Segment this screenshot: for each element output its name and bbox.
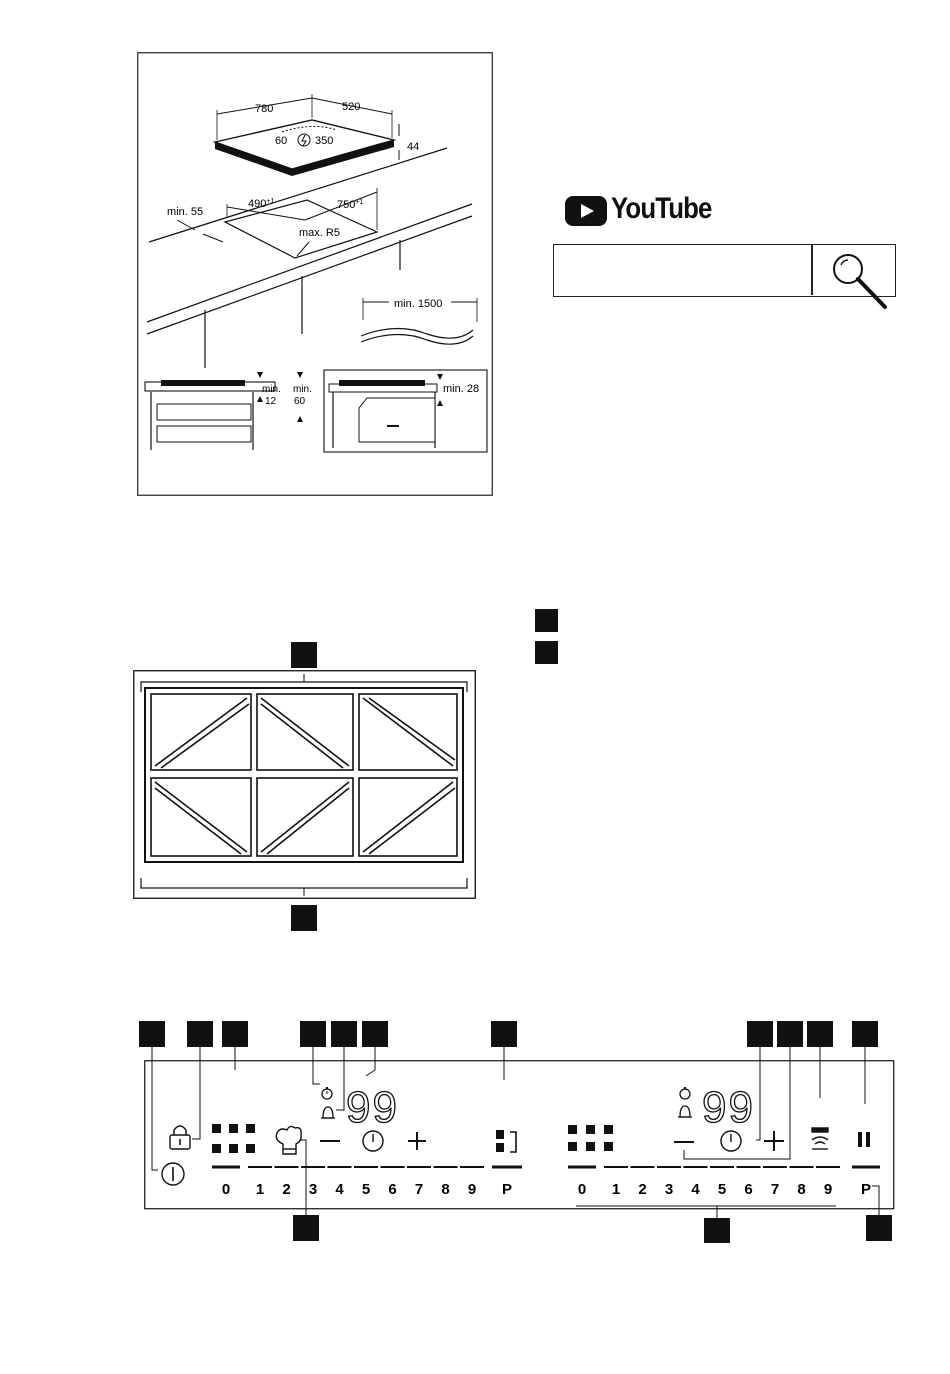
timer-icon-right xyxy=(680,1087,690,1099)
dim-cutout-width: $750^{+1}$ xyxy=(337,199,364,211)
plus-icon-right[interactable] xyxy=(764,1131,784,1151)
clock-icon-right[interactable] xyxy=(721,1131,741,1151)
hob2hood-icon[interactable] xyxy=(812,1128,828,1149)
dim-cable: min. 1500 xyxy=(394,298,443,310)
display-right: 99 xyxy=(702,1083,755,1132)
scale-right-label-7: 7 xyxy=(770,1181,780,1198)
bridge-icon[interactable] xyxy=(496,1130,516,1152)
control-panel-svg xyxy=(136,1018,896,1243)
dim-cutout-depth: $490^{+1}$ xyxy=(248,198,275,210)
search-bar[interactable] xyxy=(553,244,896,297)
clock-icon-left[interactable] xyxy=(363,1131,383,1151)
installation-svg xyxy=(137,52,493,496)
callout-hob-bottom xyxy=(291,905,317,931)
callout-hob-top xyxy=(291,642,317,668)
scale-right xyxy=(578,1181,871,1198)
dim-offset-x: 60 xyxy=(275,135,288,147)
dim-depth: 520 xyxy=(342,101,361,113)
scale-left xyxy=(222,1181,512,1198)
scale-right-label-2: 2 xyxy=(638,1181,647,1198)
chef-hat-icon[interactable] xyxy=(276,1126,301,1154)
scale-left-label-1: 1 xyxy=(255,1181,265,1198)
display-left: 99 xyxy=(346,1083,399,1132)
zone-selector-icon-left[interactable] xyxy=(212,1124,255,1153)
scale-right-label-9: 9 xyxy=(823,1181,833,1198)
scale-right-label-4: 4 xyxy=(691,1181,700,1198)
power-icon[interactable] xyxy=(162,1163,184,1185)
bell-icon-left xyxy=(321,1107,335,1118)
youtube-logo[interactable] xyxy=(565,192,715,227)
dim-width: 780 xyxy=(255,103,274,115)
zone-selector-icon-right[interactable] xyxy=(568,1125,613,1151)
scale-left-label-4: 4 xyxy=(335,1181,344,1198)
scale-left-label-9: 9 xyxy=(467,1181,477,1198)
dim-radius: max. R5 xyxy=(299,227,340,239)
scale-left-label-3: 3 xyxy=(308,1181,318,1198)
plus-icon-left[interactable] xyxy=(408,1132,426,1150)
scale-right-label-8: 8 xyxy=(797,1181,806,1198)
scale-right-label-5: 5 xyxy=(717,1181,727,1198)
dim-thickness: 44 xyxy=(407,141,420,153)
control-panel xyxy=(136,1018,896,1243)
installation-drawing xyxy=(137,52,493,496)
youtube-wordmark: YouTube xyxy=(611,192,712,225)
hob-top-view xyxy=(133,670,476,900)
scale-left-label-6: 6 xyxy=(388,1181,397,1198)
scale-left-label-8: 8 xyxy=(441,1181,450,1198)
scale-right-label-p: P xyxy=(860,1181,872,1198)
scale-right-label-6: 6 xyxy=(744,1181,753,1198)
legend-marker-2 xyxy=(535,641,558,664)
dim-min-12-label: min. xyxy=(262,384,281,395)
search-icon xyxy=(813,245,895,313)
youtube-play-icon xyxy=(565,196,607,226)
scale-left-label-2: 2 xyxy=(282,1181,291,1198)
scale-left-label-5: 5 xyxy=(361,1181,371,1198)
dim-min-60-value: 60 xyxy=(294,396,306,407)
dim-min-edge: min. 55 xyxy=(167,206,204,218)
bell-icon-right xyxy=(678,1106,692,1117)
hob-zones-svg xyxy=(133,670,476,900)
scale-right-label-3: 3 xyxy=(664,1181,674,1198)
legend-marker-1 xyxy=(535,609,558,632)
lock-icon[interactable] xyxy=(170,1126,190,1149)
search-button[interactable] xyxy=(813,245,895,295)
scale-left-label-p: P xyxy=(501,1181,513,1198)
scale-right-label-0: 0 xyxy=(577,1181,587,1198)
scale-left-label-7: 7 xyxy=(414,1181,424,1198)
scale-right-label-1: 1 xyxy=(611,1181,621,1198)
dim-min-12-value: 12 xyxy=(265,396,277,407)
dim-offset-y: 350 xyxy=(315,135,334,147)
timer-icon-left xyxy=(322,1087,332,1099)
pause-icon[interactable] xyxy=(858,1132,870,1147)
dim-min-28: min. 28 xyxy=(443,383,480,395)
scale-left-label-0: 0 xyxy=(221,1181,231,1198)
search-input[interactable] xyxy=(554,245,811,295)
dim-min-60-label: min. xyxy=(293,384,312,395)
